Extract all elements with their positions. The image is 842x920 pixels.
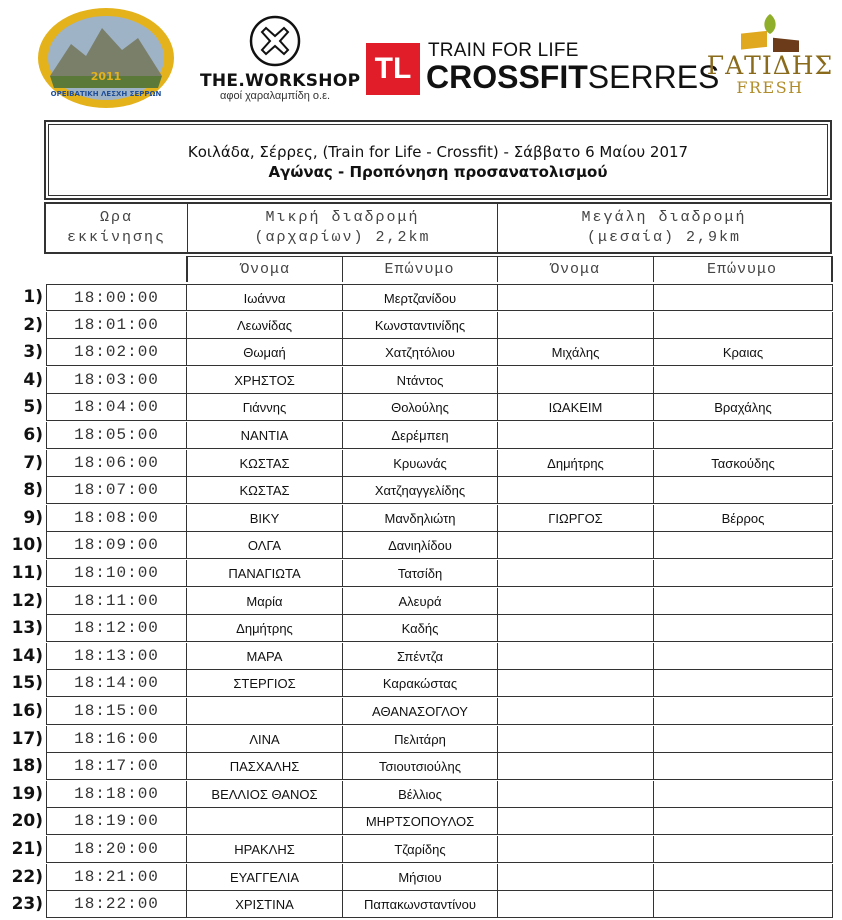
- route-header: [44, 202, 832, 254]
- table-row: [0, 450, 842, 477]
- row-number: 22): [11, 866, 43, 887]
- workshop-subtitle: αφοί χαραλαμπίδη ο.ε.: [219, 90, 331, 102]
- table-row: [0, 532, 842, 559]
- long-route-name-cell: [497, 422, 654, 449]
- long-route-surname-cell: [653, 422, 833, 449]
- short-route-name-cell: ΒΙΚΥ: [186, 505, 343, 532]
- start-time-cell: 18:16:00: [46, 726, 187, 753]
- short-route-surname-cell: Σπέντζα: [342, 643, 498, 670]
- row-number: 11): [11, 563, 43, 583]
- table-row: [0, 367, 842, 394]
- short-route-name-cell: Ιωάννα: [186, 284, 343, 311]
- long-route-name-cell: [497, 367, 654, 394]
- long-route-name-cell: [497, 560, 654, 587]
- start-time-cell: 18:13:00: [46, 643, 187, 670]
- long-route-name-cell: ΙΩΑΚΕΙΜ: [497, 394, 654, 421]
- table-row: [0, 339, 842, 366]
- long-route-name-cell: [497, 836, 654, 863]
- long-route-name-cell: [497, 698, 654, 725]
- short-route-surname-cell: Παπακωνσταντίνου: [342, 891, 498, 918]
- short-route-surname-cell: Κωνσταντινίδης: [342, 312, 498, 339]
- table-row: [0, 726, 842, 753]
- start-time-cell: 18:11:00: [46, 588, 187, 615]
- long-route-name-cell: [497, 891, 654, 918]
- svg-text:2011: 2011: [90, 70, 122, 83]
- long-route-name-cell: ΓΙΩΡΓΟΣ: [497, 505, 654, 532]
- start-time-cell: 18:15:00: [46, 698, 187, 725]
- short-name-header: Όνομα: [186, 256, 343, 282]
- column-headers: [0, 256, 842, 282]
- long-route-surname-cell: [653, 312, 833, 339]
- tl-mark-icon: TL: [366, 43, 420, 95]
- short-route-name-cell: Γιάννης: [186, 394, 343, 421]
- table-row: [0, 864, 842, 891]
- table-row: [0, 808, 842, 835]
- start-time-cell: 18:02:00: [46, 339, 187, 366]
- workshop-name: THE.WORKSHOP: [200, 71, 361, 91]
- short-route-surname-cell: ΜΗΡΤΣΟΠΟΥΛΟΣ: [342, 808, 498, 835]
- workshop-emblem-icon: [248, 14, 302, 68]
- long-route-surname-cell: [653, 753, 833, 780]
- crossfit-wordmark: CROSSFITSERRES: [426, 59, 720, 95]
- long-route-surname-cell: [653, 588, 833, 615]
- short-route-surname-cell: Δερέμπεη: [342, 422, 498, 449]
- short-route-surname-cell: Τζαρίδης: [342, 836, 498, 863]
- table-row: [0, 643, 842, 670]
- table-row: [0, 312, 842, 339]
- start-time-cell: 18:18:00: [46, 781, 187, 808]
- short-route-surname-cell: Θολούλης: [342, 394, 498, 421]
- short-route-surname-cell: Αλευρά: [342, 588, 498, 615]
- long-route-name-cell: [497, 284, 654, 311]
- row-number: 8): [23, 480, 43, 501]
- sponsor-logos: [0, 0, 842, 118]
- long-route-surname-cell: [653, 477, 833, 504]
- start-time-cell: 18:12:00: [46, 615, 187, 642]
- long-route-name-cell: [497, 753, 654, 780]
- crossfit-tagline: TRAIN FOR LIFE: [428, 40, 579, 61]
- long-route-surname-cell: [653, 670, 833, 697]
- short-route-name-cell: ΣΤΕΡΓΙΟΣ: [186, 670, 343, 697]
- table-row: [0, 781, 842, 808]
- row-number: 3): [23, 342, 43, 363]
- start-time-cell: 18:05:00: [46, 422, 187, 449]
- long-route-surname-cell: [653, 698, 833, 725]
- start-time-cell: 18:10:00: [46, 560, 187, 587]
- long-route-name-cell: [497, 643, 654, 670]
- row-number: 16): [11, 701, 43, 721]
- start-time-cell: 18:07:00: [46, 477, 187, 504]
- short-route-name-cell: ΧΡΗΣΤΟΣ: [186, 367, 343, 394]
- row-number: 18): [11, 756, 43, 777]
- row-number: 12): [11, 590, 43, 611]
- short-route-surname-cell: Τσιουτσιούλης: [342, 753, 498, 780]
- start-time-cell: 18:03:00: [46, 367, 187, 394]
- long-route-surname-cell: [653, 560, 833, 587]
- row-number: 2): [23, 314, 43, 335]
- short-route-surname-cell: Καδής: [342, 615, 498, 642]
- row-number: 21): [11, 839, 43, 859]
- row-number: 6): [23, 425, 43, 445]
- start-time-cell: 18:00:00: [46, 284, 187, 311]
- short-route-surname-cell: ΑΘΑΝΑΣΟΓΛΟΥ: [342, 698, 498, 725]
- start-time-cell: 18:06:00: [46, 450, 187, 477]
- table-row: [0, 670, 842, 697]
- gatidis-name: ΓΑΤΙΔΗΣ: [706, 51, 834, 80]
- table-row: [0, 477, 842, 504]
- long-route-header: Μεγάλη διαδρομή (μεσαία) 2,9km: [581, 209, 747, 246]
- table-row: [0, 698, 842, 725]
- long-route-surname-cell: [653, 891, 833, 918]
- row-number: 7): [23, 452, 43, 473]
- start-time-cell: 18:04:00: [46, 394, 187, 421]
- long-route-surname-cell: [653, 532, 833, 559]
- start-time-cell: 18:08:00: [46, 505, 187, 532]
- row-number: 10): [11, 535, 43, 556]
- long-route-name-cell: [497, 864, 654, 891]
- short-route-name-cell: [186, 808, 343, 835]
- short-route-name-cell: Θωμαή: [186, 339, 343, 366]
- short-route-name-cell: ΗΡΑΚΛΗΣ: [186, 836, 343, 863]
- short-route-name-cell: ΠΑΣΧΑΛΗΣ: [186, 753, 343, 780]
- row-number: 23): [11, 894, 43, 915]
- table-row: [0, 560, 842, 587]
- row-number: 17): [11, 728, 43, 749]
- short-route-surname-cell: Τατσίδη: [342, 560, 498, 587]
- start-time-cell: 18:14:00: [46, 670, 187, 697]
- long-route-surname-cell: [653, 367, 833, 394]
- start-time-header: Ωρα εκκίνησης: [46, 204, 188, 252]
- long-route-name-cell: [497, 670, 654, 697]
- event-title-box: [44, 120, 832, 200]
- long-route-surname-cell: [653, 864, 833, 891]
- svg-text:ΟΡΕΙΒΑΤΙΚΗ ΛΕΣΧΗ ΣΕΡΡΩΝ: ΟΡΕΙΒΑΤΙΚΗ ΛΕΣΧΗ ΣΕΡΡΩΝ: [50, 90, 162, 98]
- long-route-name-cell: [497, 312, 654, 339]
- short-route-name-cell: ΒΕΛΛΙΟΣ ΘΑΝΟΣ: [186, 781, 343, 808]
- row-number: 5): [23, 397, 43, 418]
- short-route-name-cell: ΚΩΣΤΑΣ: [186, 477, 343, 504]
- start-time-cell: 18:21:00: [46, 864, 187, 891]
- long-route-surname-cell: [653, 781, 833, 808]
- event-details: Κοιλάδα, Σέρρες, (Train for Life - Crossfit) - Σάββατο 6 Μαίου 2017: [187, 143, 689, 161]
- row-number: 15): [11, 673, 43, 694]
- long-name-header: Όνομα: [497, 256, 654, 282]
- short-route-name-cell: ΜΑΡΑ: [186, 643, 343, 670]
- short-route-name-cell: Δημήτρης: [186, 615, 343, 642]
- short-route-surname-cell: Βέλλιος: [342, 781, 498, 808]
- table-row: [0, 836, 842, 863]
- gatidis-subtitle: FRESH: [736, 78, 804, 97]
- long-route-surname-cell: [653, 643, 833, 670]
- long-route-surname-cell: Βέρρος: [653, 505, 833, 532]
- long-route-name-cell: [497, 808, 654, 835]
- row-number: 20): [11, 811, 43, 832]
- table-row: [0, 284, 842, 311]
- long-route-name-cell: [497, 615, 654, 642]
- long-route-surname-cell: Τασκούδης: [653, 450, 833, 477]
- short-route-surname-cell: Χατζηαγγελίδης: [342, 477, 498, 504]
- short-route-surname-cell: Μερτζανίδου: [342, 284, 498, 311]
- row-number: 9): [23, 507, 43, 528]
- crossfit-serres-logo: [366, 40, 720, 98]
- short-route-name-cell: ΛΙΝΑ: [186, 726, 343, 753]
- table-row: [0, 422, 842, 449]
- row-number: 4): [23, 369, 43, 390]
- short-route-name-cell: ΠΑΝΑΓΙΩΤΑ: [186, 560, 343, 587]
- row-number: 14): [11, 645, 43, 666]
- short-route-surname-cell: Ντάντος: [342, 367, 498, 394]
- long-route-name-cell: Δημήτρης: [497, 450, 654, 477]
- short-route-name-cell: Μαρία: [186, 588, 343, 615]
- short-route-name-cell: ΟΛΓΑ: [186, 532, 343, 559]
- start-time-cell: 18:17:00: [46, 753, 187, 780]
- table-row: [0, 505, 842, 532]
- short-surname-header: Επώνυμο: [342, 256, 498, 282]
- long-route-surname-cell: [653, 836, 833, 863]
- long-route-surname-cell: [653, 284, 833, 311]
- mountain-club-logo: [36, 6, 176, 110]
- long-route-name-cell: [497, 781, 654, 808]
- start-time-cell: 18:22:00: [46, 891, 187, 918]
- long-route-surname-cell: Βραχάλης: [653, 394, 833, 421]
- table-row: [0, 588, 842, 615]
- short-route-name-cell: ΚΩΣΤΑΣ: [186, 450, 343, 477]
- short-route-name-cell: ΕΥΑΓΓΕΛΙΑ: [186, 864, 343, 891]
- short-route-name-cell: ΧΡΙΣΤΙΝΑ: [186, 891, 343, 918]
- table-row: [0, 615, 842, 642]
- short-route-name-cell: [186, 698, 343, 725]
- row-number: 13): [11, 618, 43, 639]
- short-route-surname-cell: Δανιηλίδου: [342, 532, 498, 559]
- table-row: [0, 394, 842, 421]
- long-route-name-cell: [497, 726, 654, 753]
- table-row: [0, 891, 842, 918]
- long-route-surname-cell: Κραιας: [653, 339, 833, 366]
- long-route-surname-cell: [653, 726, 833, 753]
- long-route-name-cell: [497, 532, 654, 559]
- short-route-surname-cell: Πελιτάρη: [342, 726, 498, 753]
- short-route-header: Μικρή διαδρομή (αρχαρίων) 2,2km: [188, 204, 498, 252]
- short-route-surname-cell: Χατζητόλιου: [342, 339, 498, 366]
- start-time-cell: 18:01:00: [46, 312, 187, 339]
- short-route-surname-cell: Μανδηλιώτη: [342, 505, 498, 532]
- short-route-surname-cell: Μήσιου: [342, 864, 498, 891]
- short-route-surname-cell: Κρυωνάς: [342, 450, 498, 477]
- long-route-name-cell: [497, 477, 654, 504]
- long-route-name-cell: Μιχάλης: [497, 339, 654, 366]
- long-surname-header: Επώνυμο: [653, 256, 833, 282]
- short-route-surname-cell: Καρακώστας: [342, 670, 498, 697]
- gatidis-fresh-logo: [700, 12, 840, 102]
- leaf-emblem-icon: [737, 12, 803, 52]
- event-title: Αγώνας - Προπόνηση προσανατολισμού: [268, 163, 608, 181]
- long-route-surname-cell: [653, 808, 833, 835]
- start-time-cell: 18:20:00: [46, 836, 187, 863]
- row-number: 19): [11, 783, 43, 804]
- start-time-cell: 18:19:00: [46, 808, 187, 835]
- table-row: [0, 753, 842, 780]
- long-route-surname-cell: [653, 615, 833, 642]
- long-route-name-cell: [497, 588, 654, 615]
- row-number: 1): [23, 287, 43, 307]
- short-route-name-cell: ΝΑΝΤΙΑ: [186, 422, 343, 449]
- workshop-logo: [200, 14, 361, 110]
- short-route-name-cell: Λεωνίδας: [186, 312, 343, 339]
- start-time-cell: 18:09:00: [46, 532, 187, 559]
